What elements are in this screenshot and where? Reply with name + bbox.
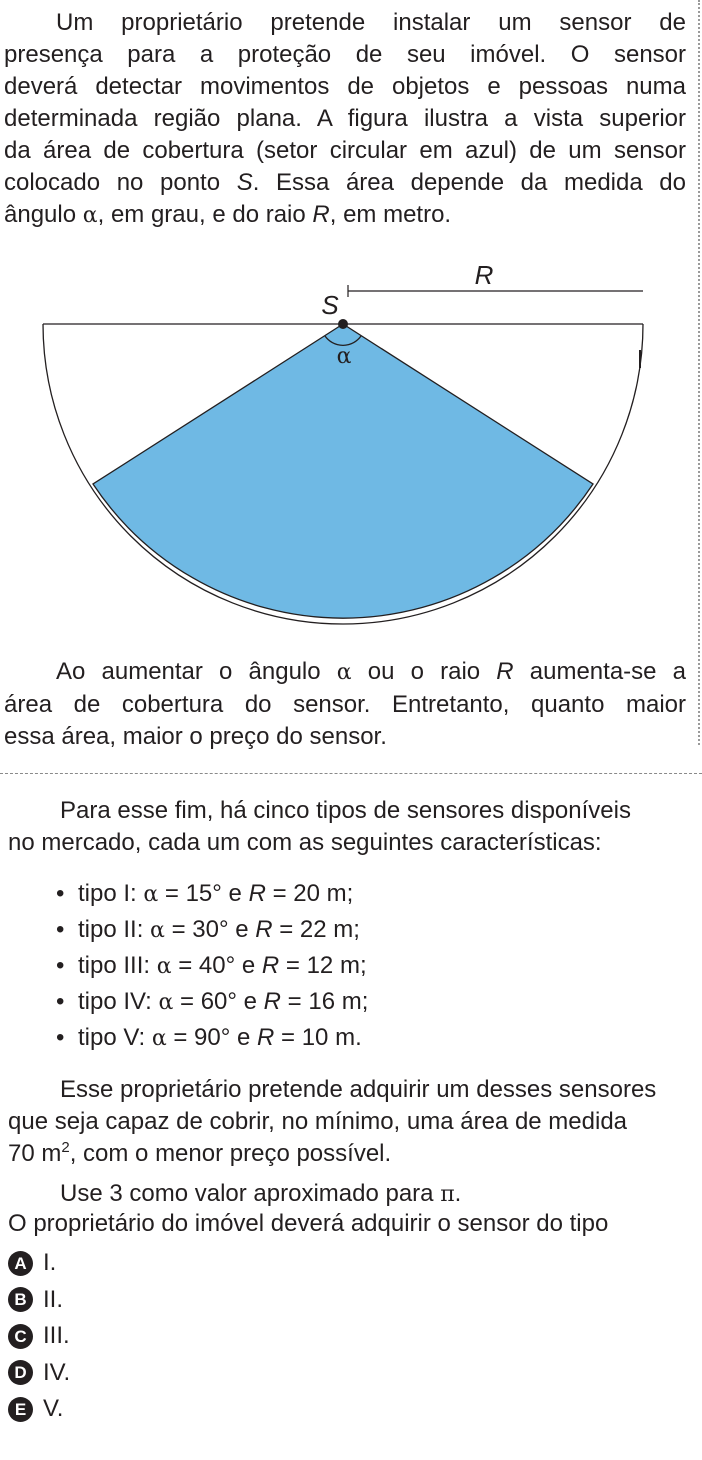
intro-line-6-post: . Essa área depende da medida do [252,169,687,196]
pi-symbol: π [440,1182,455,1207]
answer-options [8,1245,70,1428]
market-paragraph [8,795,690,859]
figure-label-s: S [321,290,339,320]
option-text: V. [43,1395,64,1422]
radius-value: = 20 m; [265,880,354,907]
alpha-value: = 15° e [158,880,249,907]
intro-paragraph [4,7,686,232]
radius-value: = 16 m; [281,988,369,1015]
figure-label-alpha: α [336,344,352,369]
requirement-line-3 [8,1138,690,1170]
point-s-label: S [236,169,253,196]
sensor-type-label: tipo III: [78,952,157,979]
answer-option-b[interactable] [8,1282,70,1319]
alpha-symbol: α [336,660,352,685]
after-line-2: área de cobertura do sensor. Entretanto, quanto maior [4,691,686,718]
sensor-type-item [56,948,368,984]
alpha-value: = 30° e [164,916,256,943]
market-line-1: Para esse fim, há cinco tipos de sensores disponíveis [60,797,631,824]
question-stem: O proprietário do imóvel deverá adquirir o sensor do tipo [8,1210,609,1237]
alpha-value: = 40° e [171,952,262,979]
bullet: • [56,952,65,979]
option-letter-badge: A [8,1251,33,1276]
after-line-3: essa área, maior o preço do sensor. [4,723,387,750]
figure-label-r: R [474,260,494,290]
option-letter-badge: D [8,1360,33,1385]
sensor-type-label: tipo V: [78,1024,152,1051]
requirement-line-3-post: , com o menor preço possível. [69,1140,392,1167]
pi-line [8,1178,690,1211]
alpha-symbol: α [143,882,159,907]
intro-line-7-post: , em metro. [329,201,452,228]
sensor-point-s [338,319,348,329]
option-text: III. [43,1322,70,1349]
sensor-type-label: tipo IV: [78,988,159,1015]
sensor-type-list [56,876,368,1056]
intro-line-7 [4,199,686,232]
alpha-symbol: α [156,954,172,979]
sensor-type-item [56,912,368,948]
intro-line-4: determinada região plana. A figura ilustra a vista superior [4,105,686,132]
requirement-line-1: Esse proprietário pretende adquirir um desses sensores [60,1076,657,1103]
radius-symbol: R [248,880,266,907]
after-line-1-post: aumenta-se a [513,658,687,685]
option-text: II. [43,1285,64,1313]
after-line-1-pre: Ao aumentar o ângulo [56,658,337,685]
option-text: I. [43,1249,57,1276]
alpha-symbol: α [150,918,165,943]
intro-line-7-mid: , em grau, e do raio [97,201,313,228]
radius-value: = 22 m; [272,916,360,943]
answer-option-d[interactable] [8,1355,70,1392]
requirement-line-2: que seja capaz de cobrir, no mínimo, uma área de medida [8,1108,628,1135]
radius-symbol: R [255,916,273,943]
alpha-symbol: α [82,203,98,228]
radius-symbol: R [257,1024,275,1051]
area-value: 70 m [8,1140,62,1167]
sensor-type-item [56,984,368,1020]
option-text: IV. [43,1358,71,1386]
market-line-2: no mercado, cada um com as seguintes características: [8,829,602,856]
pi-line-post: . [454,1180,462,1207]
pi-line-pre: Use 3 como valor aproximado para [60,1180,441,1207]
sensor-type-item [56,876,368,912]
answer-option-e[interactable] [8,1391,70,1428]
alpha-symbol: α [158,990,174,1015]
sensor-type-label: tipo II: [78,916,151,943]
intro-line-6-pre: colocado no ponto [4,169,237,196]
answer-option-c[interactable] [8,1318,70,1355]
intro-line-6 [4,167,686,199]
option-letter-badge: B [8,1287,33,1312]
sensor-type-item [56,1020,368,1056]
after-figure-paragraph [4,656,686,753]
intro-line-5: da área de cobertura (setor circular em azul) de um sensor [4,137,686,164]
intro-line-3: deverá detectar movimentos de objetos e pessoas numa [4,73,686,100]
sensor-coverage-figure [0,250,702,650]
area-exponent: 2 [61,1139,70,1156]
sensor-type-label: tipo I: [78,880,144,907]
after-line-1 [4,656,686,689]
alpha-value: = 60° e [173,988,264,1015]
intro-line-1: Um proprietário pretende instalar um sensor de [56,9,686,36]
radius-value: = 12 m; [279,952,367,979]
pi-approximation-note [8,1178,690,1211]
bullet: • [56,988,65,1015]
radius-value: = 10 m. [274,1024,362,1051]
alpha-symbol: α [151,1026,167,1051]
radius-symbol: R [261,952,280,979]
radius-symbol: R [263,988,282,1015]
option-letter-badge: C [8,1324,33,1349]
page-column-separator [0,773,702,774]
bullet: • [56,916,65,943]
option-letter-badge: E [8,1397,33,1422]
bullet: • [56,1024,65,1051]
requirement-paragraph [8,1074,690,1170]
radius-symbol: R [496,658,514,685]
alpha-value: = 90° e [166,1024,258,1051]
radius-symbol: R [312,201,330,228]
bullet: • [56,880,65,907]
intro-line-7-pre: ângulo [4,201,83,228]
after-line-1-mid: ou o raio [351,658,497,685]
intro-line-2: presença para a proteção de seu imóvel. O sensor [4,41,686,68]
answer-option-a[interactable] [8,1245,70,1282]
